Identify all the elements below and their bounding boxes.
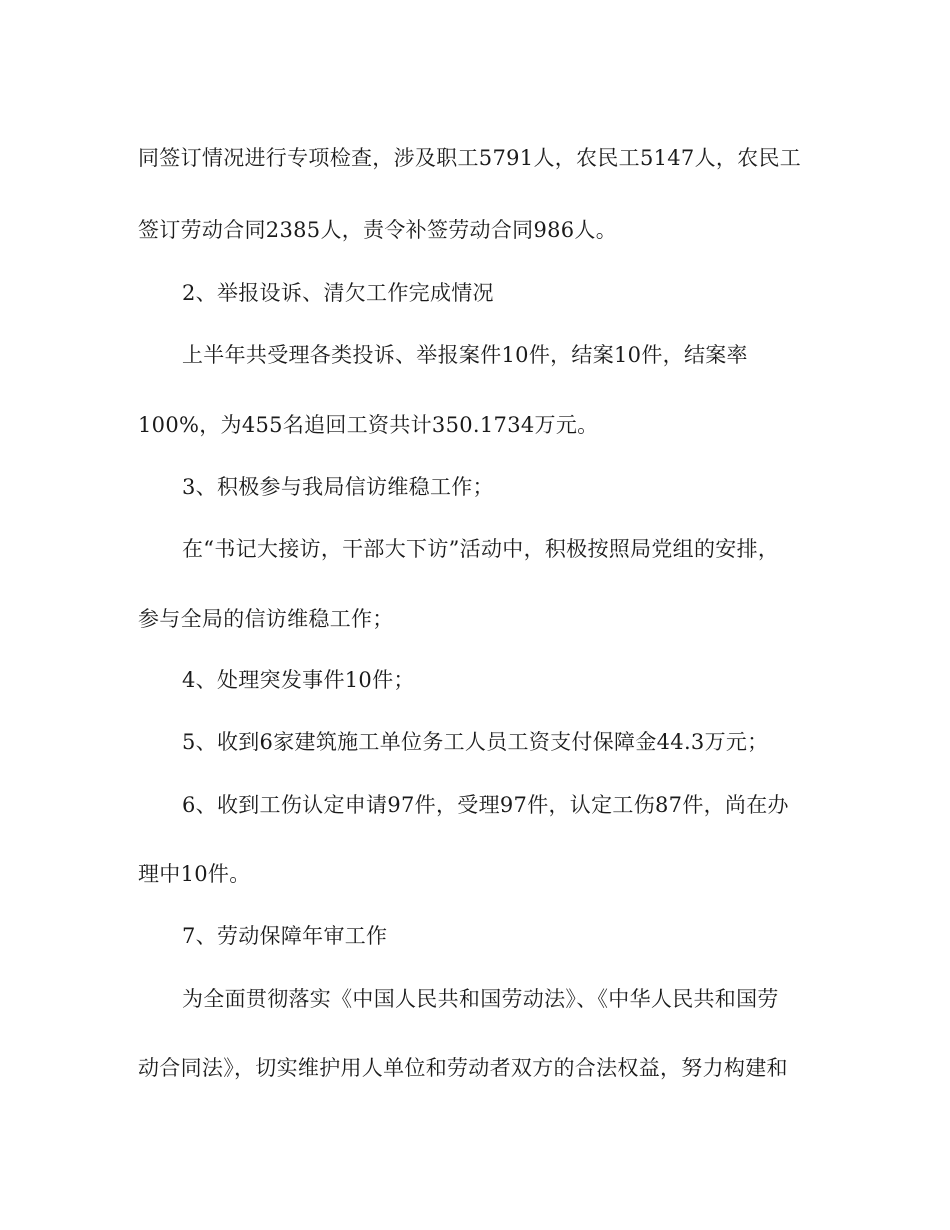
paragraph-line: 100%，为455名追回工资共计350.1734万元。 [138,413,599,437]
paragraph-line: 理中10件。 [138,862,251,886]
paragraph-line: 同签订情况进行专项检查，涉及职工5791人，农民工5147人，农民工 [138,146,802,170]
paragraph-line: 签订劳动合同2385人，责令补签劳动合同986人。 [138,218,618,242]
section-heading: 3、积极参与我局信访维稳工作； [182,475,494,499]
paragraph-line: 参与全局的信访维稳工作； [138,607,394,631]
paragraph-line: 上半年共受理各类投诉、举报案件10件，结案10件，结案率 [182,343,748,367]
paragraph-line: 为全面贯彻落实《中国人民共和国劳动法》、《中华人民共和国劳 [182,987,779,1011]
section-heading: 4、处理突发事件10件； [182,668,415,692]
section-heading: 5、收到6家建筑施工单位务工人员工资支付保障金44.3万元； [182,730,769,754]
section-heading: 6、收到工伤认定申请97件，受理97件，认定工伤87件，尚在办 [182,793,789,817]
section-heading: 7、劳动保障年审工作 [182,924,388,948]
paragraph-line: 动合同法》，切实维护用人单位和劳动者双方的合法权益，努力构建和 [138,1056,788,1080]
section-heading: 2、举报设诉、清欠工作完成情况 [182,281,494,305]
paragraph-line: 在“书记大接访，干部大下访”活动中，积极按照局党组的安排， [182,537,780,561]
